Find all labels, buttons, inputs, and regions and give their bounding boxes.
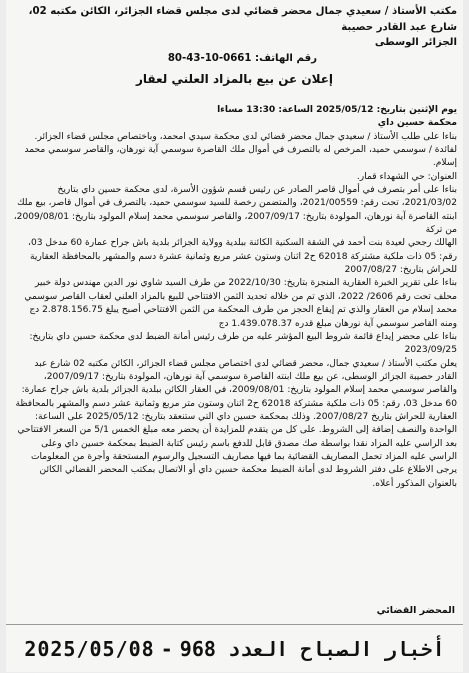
request-paragraph: بناءا على طلب الأستاذ / سعيدي جمال محضر قضائي لدى محكمة سيدي امحمد، وباختصاص مجلس قضاء الجزائر. <box>34 131 457 142</box>
office-address-line: مكتب الأستاذ / سعيدي جمال محضر قضائي لدى مجلس قضاء الجزائر، الكائن مكتبه 02، شارع عبد القادر حصيبة <box>28 6 457 33</box>
beneficiary-paragraph: لفائدة / سوسمي حميد، المرخص له بالتصرف في أموال ملك القاصرة سوسمي آية نورهان، والقاصر سوسمي محمد إسلام. <box>24 145 457 169</box>
expert-report-paragraph: بناءا على تقرير الخبرة العقارية المنجزة بتاريخ: 2022/10/30 من طرف السيد شاوي نور الدين مهندس دولة خبير محلف تحت رقم 2606/ 2022، الذي تم من خلاله تحديد الثمن الافتتاحي للبيع بالمزاد العلني لعقاب القاصر سوسمي محمد إسلام من العقار والذي تم إيقاع الحجز من طرف المحكمة من الثمن الافتتاحي أصبح يبلغ 2.878.156.75 دج ومنه القاصر سوسمي آية نورهان مبلغ قدره 1.439.078.37 دج <box>24 278 457 329</box>
court-name-line: محكمة حسين داي <box>377 118 457 129</box>
office-city-line: الجزائر الوسطى <box>374 37 457 48</box>
bailiff-signature: المحضر القضائي <box>376 605 455 616</box>
newspaper-issue: أخبار الصباح العدد 968 <box>179 637 445 661</box>
announcement-title: إعلان عن بيع بالمزاد العلني لعقار <box>135 72 334 86</box>
office-phone-line: رقم الهاتف: 0661-10-43-80 <box>167 52 317 64</box>
address-line: العنوان: حي الشهداء قمار. <box>356 171 457 182</box>
footer-separator: - <box>160 637 174 661</box>
auction-date-line: يوم الإثنين بتاريخ: 2025/05/12 الساعة: 13:30 مساءا <box>217 105 457 115</box>
property-paragraph: الهالك رجحي لعيدة بنت أحمد في الشقة السكنية الكائنة ببلدية وولاية الجزائر بلدية باش جراح عمارة 60 مدخل 03، رقم: 05 ذات ملكية مشتركة 62018 ح2 اثنان وستون عشر مربع وثمانية عشرة دسم والمشهر بالمحافظة العقارية للحراش بتاريخ: 2007/08/27 <box>28 238 457 276</box>
newspaper-clipping <box>6 0 463 672</box>
newspaper-footer <box>6 624 463 673</box>
conditions-deposit-paragraph: بناءا على محضر إيداع قائمة شروط البيع المؤشر عليه من طرف رئيس أمانة الضبط لدى محكمة حسين داي بتاريخ: 2023/09/25 <box>29 331 457 356</box>
announcement-body <box>12 104 457 491</box>
auction-notice-paragraph: يعلن مكتب الأستاذ / سعيدي جمال، محضر قضائي لدى اختصاص مجلس قضاء الجزائر، الكائن مكتبه 02 شارع عبد القادر حصيبة الجزائر الوسطى، عن بيع ملك ابنته القاصرة سوسمي آية نورهان، المولودة بتاريخ: 2007/09/17، والقاصر سوسمي محمد إسلام المولود بتاريخ: 2009/08/01، في العقار الكائن ببلدية الجزائر بلدية باش جراح عمارة: 60 مدخل 03، رقم: 05 ذات ملكية مشتركة 62018 ح2 اثنان وستون متر مربع وثمانية عشر دسم والمشهر بالمحافظة العقارية للحراش بتاريخ 2007/08/27. وذلك بمحكمة حسين داي التي ستنعقد بتاريخ: 2025/05/12 على الساعة: الواحدة والنصف إضافة إلى الشروط. على كل من يتقدم للمزايدة أن يحضر معه مبلغ الخمس 5/1 من السعر الافتتاحي بعد الراسي عليه المزاد نقدا بواسطة صك مصدق قابل للدفع باسم رئيس كتابة الضبط بمحكمة حسين داي وعلى الراسي عليه المزاد تحمل المصاريف القضائية بما فيها مصاريف التسجيل والرسوم المستحقة وأجرة من المعلومات يرجى الاطلاع على دفتر الشروط لدى أمانة الضبط محكمة حسين داي أو الاتصال بمكتب المحضر القضائي الكائن بالعنوان المذكور أعلاه. <box>15 358 457 489</box>
bailiff-office-header <box>16 4 457 66</box>
court-order-paragraph: بناءا على أمر بتصرف في أموال قاصر الصادر عن رئيس قسم شؤون الأسرة، لدى محكمة حسين داي بتاريخ 2021/03/02، تحت رقم: 2021/00559، والمتضمن رخصة للسيد سوسمي حميد، بالتصرف في أموال قاصر، بيع ملك ابنته القاصرة آية نورهان، المولودة بتاريخ: 2007/09/17، والقاصر سوسمي محمد إسلام المولود بتاريخ: 2009/08/01، من تركة <box>13 185 457 236</box>
publication-date: 2025/05/08 <box>24 637 155 661</box>
